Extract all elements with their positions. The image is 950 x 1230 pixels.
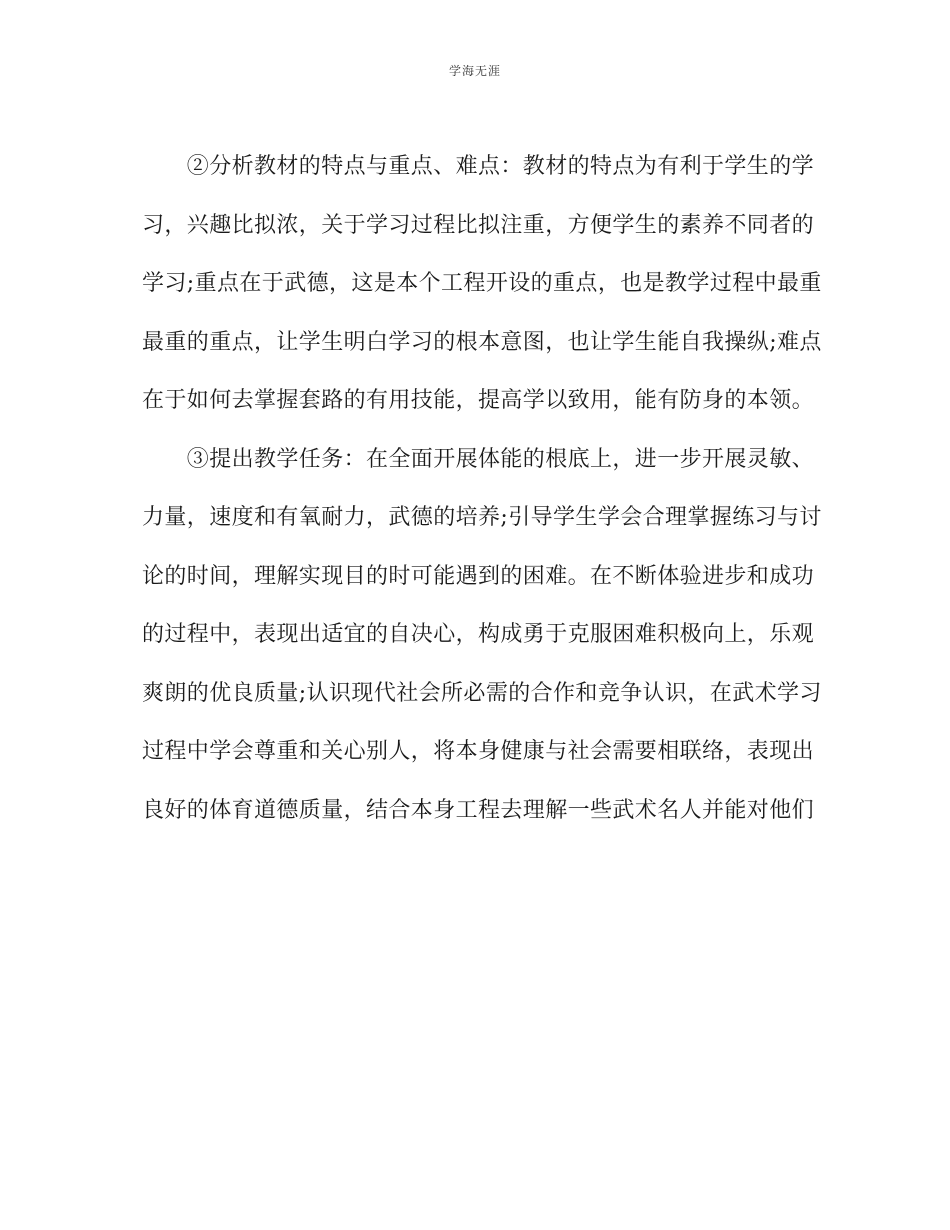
text-line: 学习;重点在于武德，这是本个工程开设的重点，也是教学过程中最重 [142, 271, 822, 296]
paragraph-analysis [142, 138, 822, 431]
text-line: 力量，速度和有氧耐力，武德的培养;引导学生学会合理掌握练习与讨 [142, 505, 822, 530]
text-line: 良好的体育道德质量，结合本身工程去理解一些武术名人并能对他们 [142, 797, 815, 823]
text-line: 爽朗的优良质量;认识现代社会所必需的合作和竞争认识，在武术学习 [142, 680, 822, 706]
text-line: ②分析教材的特点与重点、难点：教材的特点为有利于学生的学 [142, 154, 815, 179]
document-body [142, 138, 822, 840]
text-line: 的过程中，表现出适宜的自决心，构成勇于克服困难积极向上，乐观 [142, 622, 815, 647]
paragraph-teaching-tasks [142, 431, 822, 841]
text-line: 在于如何去掌握套路的有用技能，提高学以致用，能有防身的本领。 [142, 388, 815, 413]
text-line: 最重的重点，让学生明白学习的根本意图，也让学生能自我操纵;难点 [142, 329, 822, 355]
text-line: ③提出教学任务：在全面开展体能的根底上，进一步开展灵敏、 [142, 446, 815, 472]
text-line: 习，兴趣比拟浓，关于学习过程比拟注重，方便学生的素养不同者的 [142, 212, 815, 238]
page-header: 学海无涯 [448, 64, 501, 78]
text-line: 过程中学会尊重和关心别人，将本身健康与社会需要相联络，表现出 [142, 739, 815, 764]
text-line: 论的时间，理解实现目的时可能遇到的困难。在不断体验进步和成功 [142, 563, 815, 589]
